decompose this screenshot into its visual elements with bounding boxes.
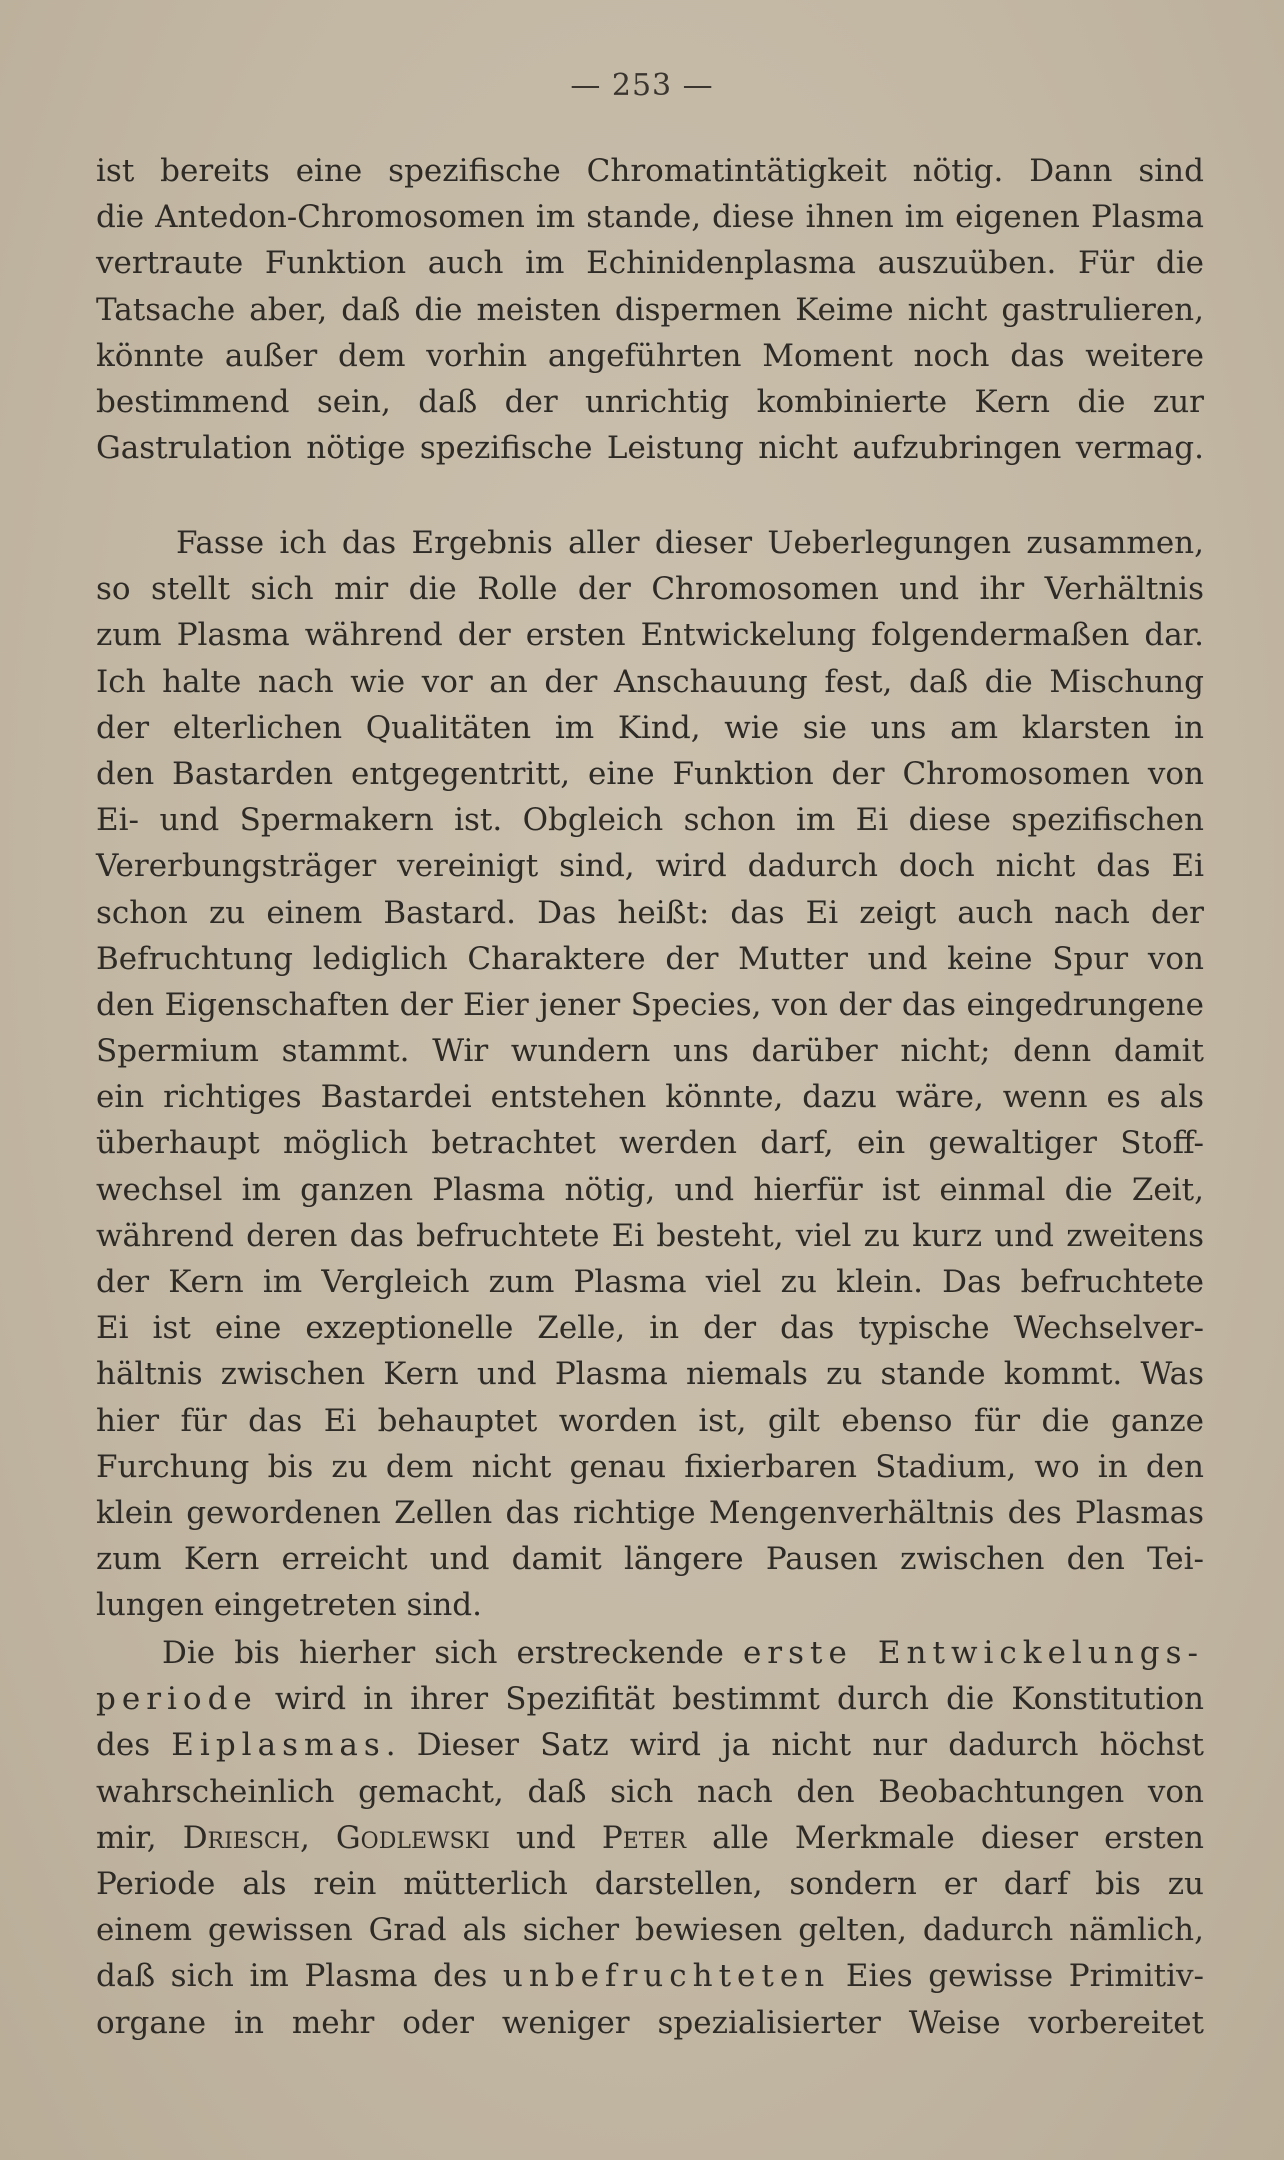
text-line: Vererbungsträger vereinigt sind, wird dadurch doch nicht das Ei	[96, 848, 1204, 885]
text-line: könnte außer dem vorhin angeführten Moment noch das weitere	[96, 337, 1204, 374]
text-line: wahrscheinlich gemacht, daß sich nach den Beobachtungen von	[96, 1773, 1204, 1810]
text-line: den Bastarden entgegentritt, eine Funktion der Chromosomen von	[96, 755, 1204, 792]
text-run: des	[96, 1727, 172, 1764]
text-line: Ei ist eine exzeptionelle Zelle, in der das typische Wechselver-	[96, 1310, 1204, 1347]
text-line: Tatsache aber, daß die meisten dispermen Keime nicht gastrulieren,	[96, 291, 1204, 328]
text-line: Fasse ich das Ergebnis aller dieser Ueberlegungen zusammen,	[176, 525, 1204, 561]
author-name: Godlewski	[335, 1819, 490, 1856]
text-run: alle Merkmale dieser ersten	[686, 1819, 1204, 1856]
text-line: organe in mehr oder weniger spezialisierter Weise vorbereitet	[96, 2004, 1204, 2041]
text-line: zum Plasma während der ersten Entwickelung folgendermaßen dar.	[96, 617, 1204, 654]
text-line: vertraute Funktion auch im Echinidenplasma auszuüben. Für die	[96, 245, 1204, 282]
text-line	[96, 1676, 1204, 1722]
text-line: lungen eingetreten sind.	[96, 1587, 483, 1624]
text-run: und	[489, 1819, 602, 1856]
text-line: Ich halte nach wie vor an der Anschauung fest, daß die Mischung	[96, 663, 1204, 700]
text-line: klein gewordenen Zellen das richtige Mengenverhältnis des Plasmas	[96, 1494, 1204, 1531]
text-run: daß sich im Plasma des	[96, 1958, 503, 1995]
text-line: Ei- und Spermakern ist. Obgleich schon im Ei diese spezifischen	[96, 802, 1204, 839]
text-line: hältnis zwischen Kern und Plasma niemals zu stande kommt. Was	[96, 1356, 1204, 1393]
text-run: ,	[299, 1819, 336, 1856]
paragraph-3	[96, 1630, 1204, 2046]
text-line: Spermium stammt. Wir wundern uns darüber nicht; denn damit	[96, 1033, 1204, 1070]
paragraph-2	[96, 520, 1204, 1629]
text-line: der Kern im Vergleich zum Plasma viel zu klein. Das befruchtete	[96, 1264, 1204, 1300]
text-line: Gastrulation nötige spezifische Leistung nicht aufzubringen vermag.	[96, 430, 1204, 467]
text-line: Furchung bis zu dem nicht genau fixierbaren Stadium, wo in den	[96, 1448, 1204, 1485]
text-line: ein richtiges Bastardei entstehen könnte, dazu wäre, wenn es als	[96, 1079, 1204, 1116]
text-line: wechsel im ganzen Plasma nötig, und hierfür ist einmal die Zeit,	[96, 1171, 1204, 1208]
text-line: überhaupt möglich betrachtet werden darf, ein gewaltiger Stoff-	[96, 1125, 1204, 1162]
text-line: einem gewissen Grad als sicher bewiesen gelten, dadurch nämlich,	[96, 1912, 1204, 1949]
spaced-emphasis: unbefruchteten	[502, 1958, 831, 1995]
text-line	[96, 1953, 1204, 1999]
text-line	[96, 1815, 1204, 1861]
text-line	[96, 1630, 1204, 1676]
text-run: . Dieser Satz wird ja nicht nur dadurch höchst	[385, 1727, 1204, 1764]
text-line	[96, 1722, 1204, 1768]
spaced-emphasis: Eiplasmas	[171, 1727, 386, 1764]
text-line: den Eigenschaften der Eier jener Species, von der das eingedrungene	[96, 986, 1204, 1023]
text-run: wird in ihrer Spezifität bestimmt durch die Konstitution	[257, 1681, 1204, 1718]
text-line: so stellt sich mir die Rolle der Chromosomen und ihr Verhältnis	[96, 571, 1204, 608]
text-line: der elterlichen Qualitäten im Kind, wie sie uns am klarsten in	[96, 709, 1204, 746]
text-run: mir,	[96, 1819, 183, 1856]
text-line: bestimmend sein, daß der unrichtig kombinierte Kern die zur	[96, 383, 1204, 420]
text-line: zum Kern erreicht und damit längere Pausen zwischen den Tei-	[96, 1541, 1204, 1578]
text-line: während deren das befruchtete Ei besteht, viel zu kurz und zweitens	[96, 1217, 1204, 1254]
text-run: Die bis hierher sich erstreckende	[162, 1635, 743, 1671]
text-line: schon zu einem Bastard. Das heißt: das Ei zeigt auch nach der	[96, 894, 1204, 931]
text-line: Befruchtung lediglich Charaktere der Mutter und keine Spur von	[96, 940, 1204, 977]
text-line: hier für das Ei behauptet worden ist, gilt ebenso für die ganze	[96, 1402, 1204, 1439]
page-number-header: — 253 —	[570, 68, 714, 103]
text-line: ist bereits eine spezifische Chromatintätigkeit nötig. Dann sind	[96, 153, 1204, 189]
author-name: Driesch	[182, 1819, 300, 1856]
text-line: die Antedon-Chromosomen im stande, diese ihnen im eigenen Plasma	[96, 199, 1204, 236]
text-line: Periode als rein mütterlich darstellen, sondern er darf bis zu	[96, 1865, 1204, 1902]
text-run: Eies gewisse Primitiv-	[830, 1958, 1204, 1995]
spaced-emphasis: periode	[96, 1681, 258, 1718]
spaced-emphasis: erste Entwickelungs-	[742, 1635, 1204, 1671]
paragraph-1	[96, 148, 1204, 471]
author-name: Peter	[601, 1819, 687, 1856]
